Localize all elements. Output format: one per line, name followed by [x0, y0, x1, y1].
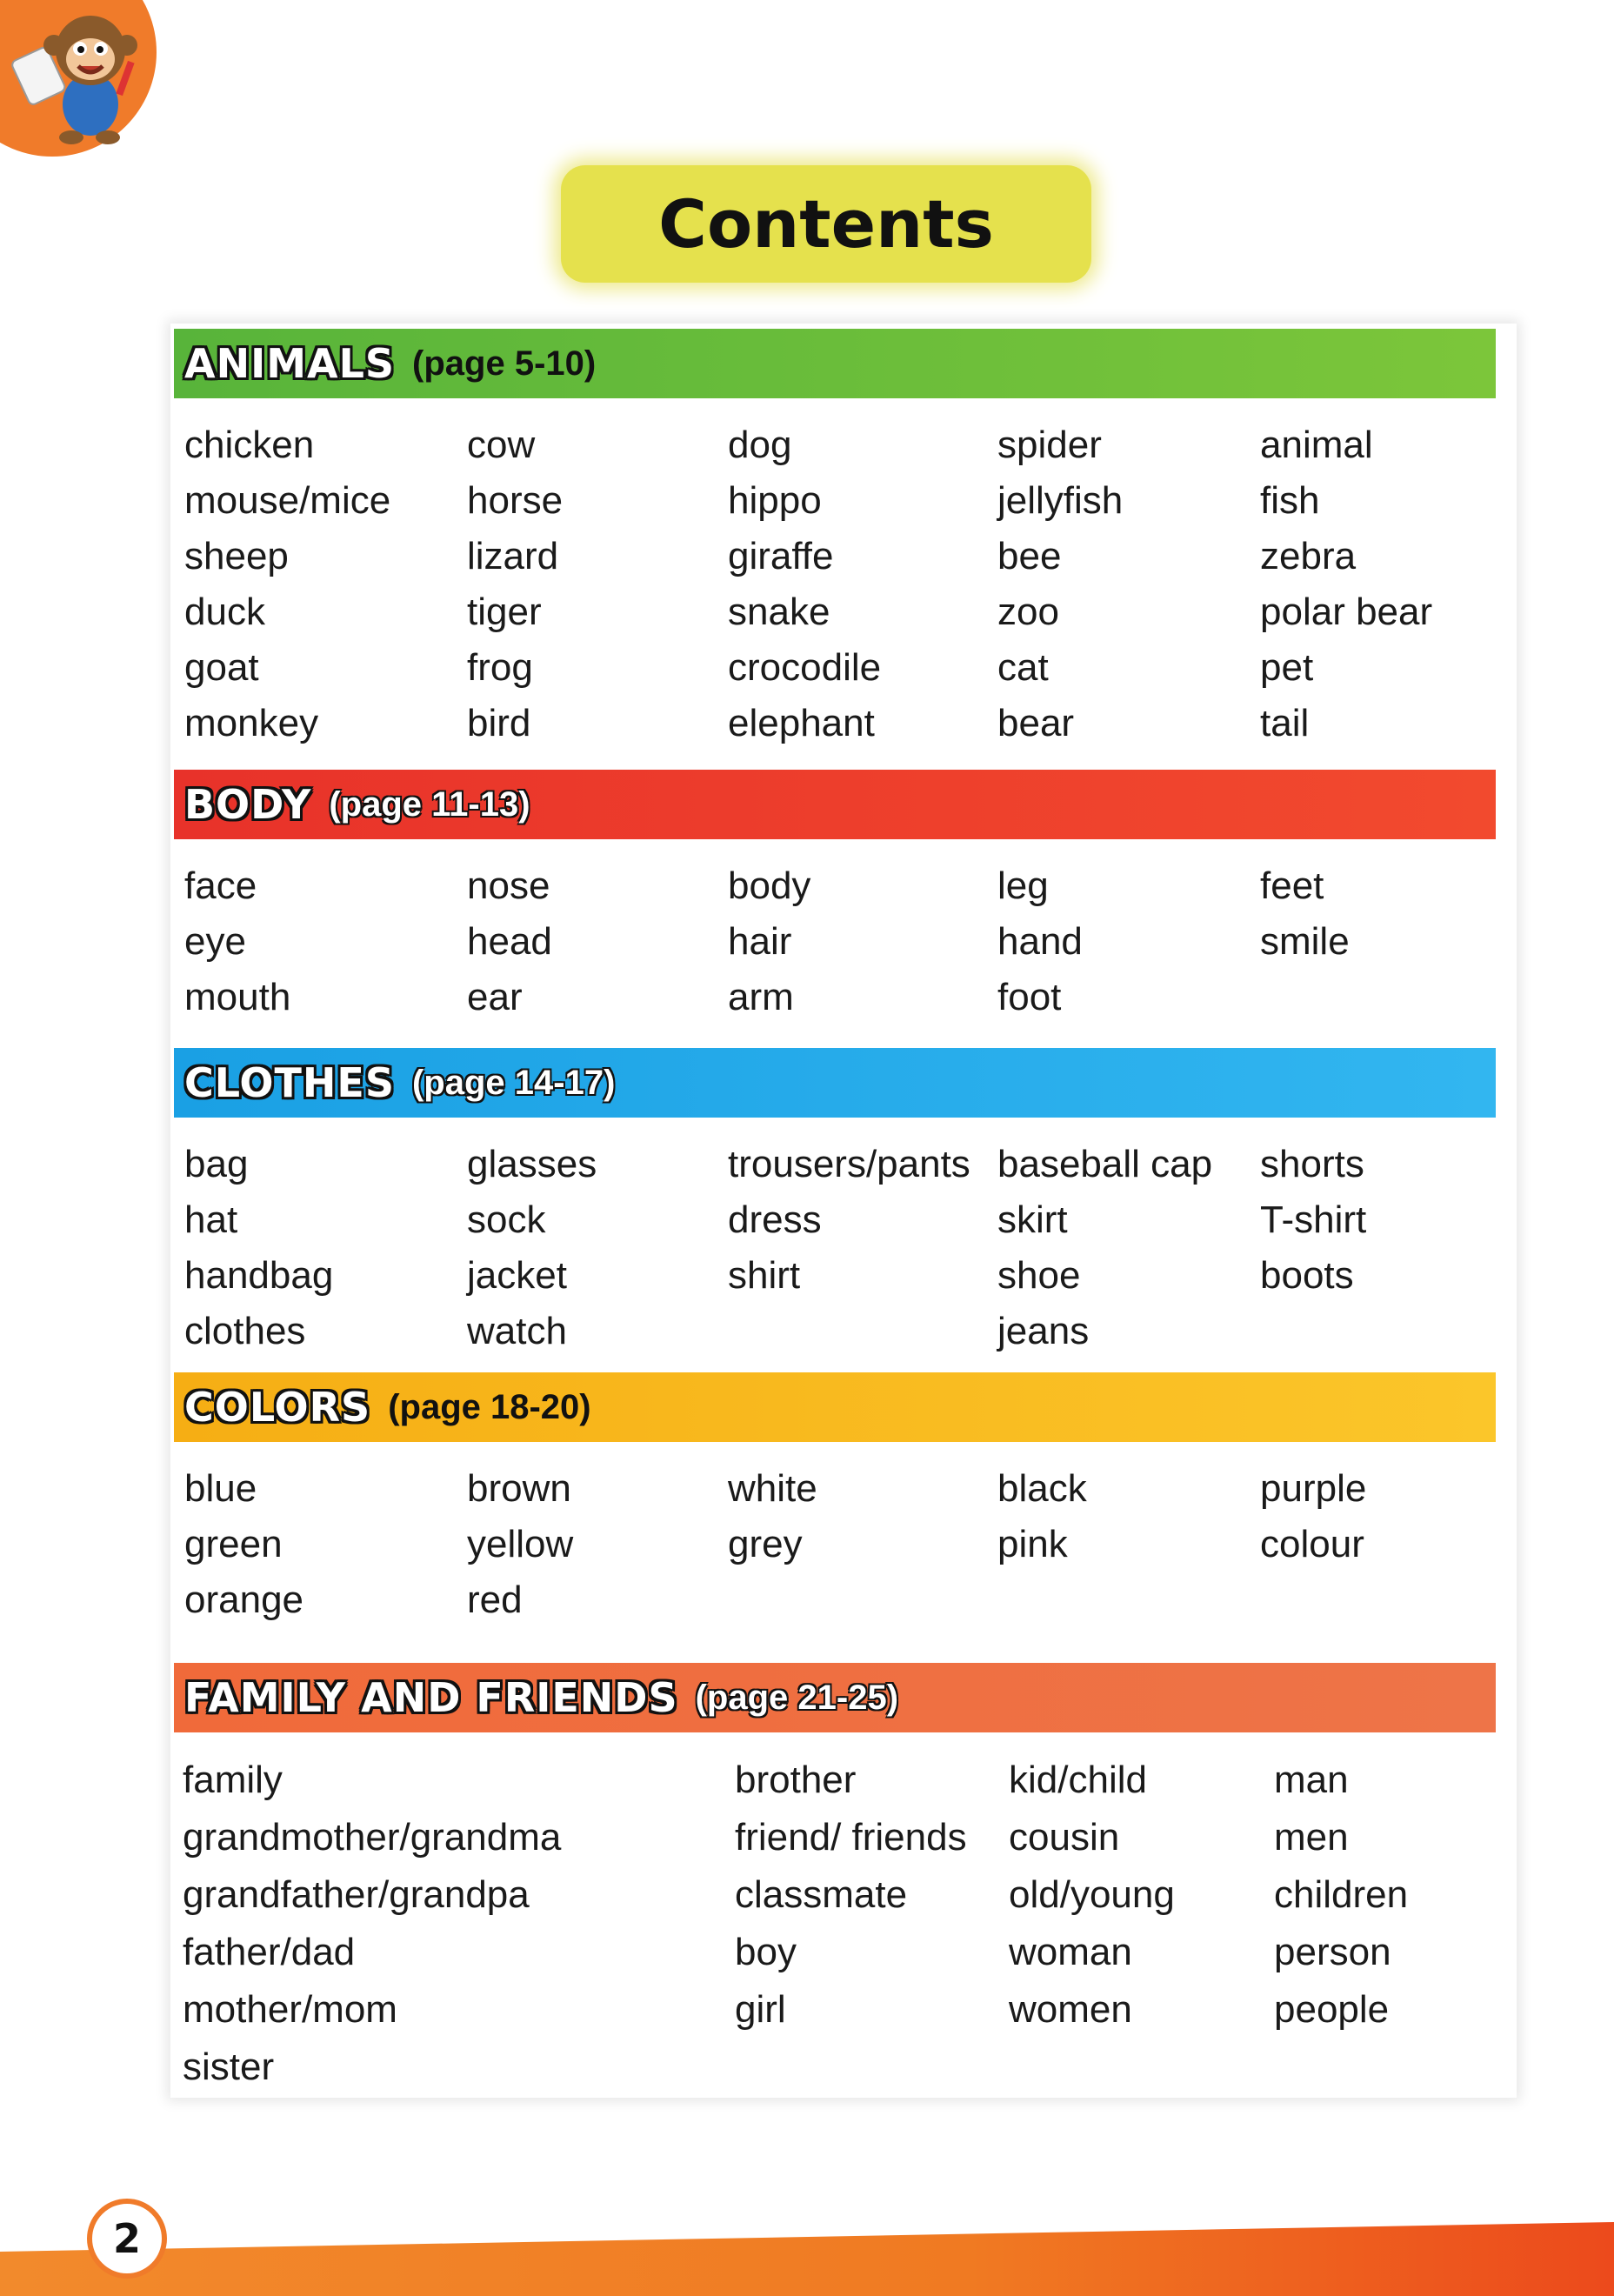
word: body [728, 864, 811, 907]
word: baseball cap [997, 1143, 1213, 1185]
word: clothes [184, 1310, 306, 1352]
word: mouse/mice [184, 479, 391, 522]
word: hand [997, 920, 1083, 963]
word: elephant [728, 702, 875, 744]
word: sheep [184, 535, 289, 577]
word-column [997, 417, 1260, 751]
word: monkey [184, 702, 319, 744]
word: shorts [1260, 1143, 1364, 1185]
word: men [1274, 1816, 1349, 1859]
word-column [728, 858, 997, 1025]
word: cat [997, 646, 1049, 689]
word: eye [184, 920, 246, 963]
word-column [728, 1461, 997, 1628]
section-band [174, 770, 1496, 839]
word: pink [997, 1523, 1068, 1565]
word-column [1260, 417, 1506, 751]
word: leg [997, 864, 1049, 907]
word: boots [1260, 1254, 1354, 1297]
word-column [467, 417, 728, 751]
word: shirt [728, 1254, 801, 1297]
word: frog [467, 646, 533, 689]
word: face [184, 864, 257, 907]
word: brown [467, 1467, 571, 1510]
word: goat [184, 646, 259, 689]
word: nose [467, 864, 550, 907]
word-column [184, 1137, 467, 1359]
word: girl [735, 1988, 786, 2031]
word: purple [1260, 1467, 1367, 1510]
section-band [174, 1663, 1496, 1732]
section-pages: (page 18-20) [388, 1387, 591, 1426]
word: grandfather/grandpa [183, 1873, 530, 1916]
word: yellow [467, 1523, 574, 1565]
word-grid [174, 1442, 1496, 1628]
word: arm [728, 976, 794, 1018]
word: women [1009, 1988, 1132, 2031]
word: grey [728, 1523, 803, 1565]
footer-bar [0, 2222, 1614, 2296]
word: orange [184, 1578, 304, 1621]
word-column [728, 417, 997, 751]
word: cousin [1009, 1816, 1120, 1859]
section-title: FAMILY AND FRIENDS [184, 1674, 678, 1721]
word-column [997, 1461, 1260, 1628]
word: bag [184, 1143, 249, 1185]
word: children [1274, 1873, 1409, 1916]
word: sister [183, 2046, 275, 2088]
word: boy [735, 1931, 797, 1973]
word: dog [728, 424, 792, 466]
word: blue [184, 1467, 257, 1510]
word: snake [728, 591, 830, 633]
section-colors [174, 1372, 1496, 1628]
word: brother [735, 1759, 857, 1801]
word: bee [997, 535, 1062, 577]
word: kid/child [1009, 1759, 1147, 1801]
section-pages: (page 14-17) [411, 1063, 616, 1102]
word: handbag [184, 1254, 334, 1297]
word: watch [467, 1310, 567, 1352]
word: spider [997, 424, 1102, 466]
word: friend/ friends [735, 1816, 967, 1859]
word: zebra [1260, 535, 1357, 577]
word: fish [1260, 479, 1320, 522]
word: colour [1260, 1523, 1364, 1565]
word: people [1274, 1988, 1390, 2031]
word: old/young [1009, 1873, 1175, 1916]
word-column [735, 1752, 1009, 2096]
section-title: BODY [184, 781, 312, 828]
word: horse [467, 479, 564, 522]
word: cow [467, 424, 536, 466]
word-column [1274, 1752, 1504, 2096]
word: head [467, 920, 552, 963]
word-column [997, 1137, 1260, 1359]
word: jacket [467, 1254, 567, 1297]
word-grid [174, 398, 1496, 751]
word: dress [728, 1198, 822, 1241]
word: black [997, 1467, 1087, 1510]
word: mouth [184, 976, 291, 1018]
word: foot [997, 976, 1062, 1018]
word: hippo [728, 479, 822, 522]
word: jellyfish [997, 479, 1124, 522]
word-column [184, 417, 467, 751]
monkey-mascot-icon [10, 0, 158, 148]
word-column [1260, 1461, 1506, 1628]
section-band [174, 329, 1496, 398]
word: glasses [467, 1143, 597, 1185]
word: father/dad [183, 1931, 356, 1973]
word: hat [184, 1198, 238, 1241]
word-column [467, 858, 728, 1025]
word: classmate [735, 1873, 908, 1916]
word: white [728, 1467, 817, 1510]
word: lizard [467, 535, 559, 577]
word-grid [174, 1118, 1496, 1359]
word: red [467, 1578, 523, 1621]
word-column [467, 1137, 728, 1359]
word: ear [467, 976, 523, 1018]
word-column [184, 1461, 467, 1628]
word: sock [467, 1198, 546, 1241]
section-body [174, 770, 1496, 1025]
word: shoe [997, 1254, 1081, 1297]
section-clothes [174, 1048, 1496, 1359]
word-grid [174, 1732, 1496, 2096]
word-column [1009, 1752, 1274, 2096]
word-grid [174, 839, 1496, 1025]
section-title: CLOTHES [184, 1059, 395, 1106]
word: T-shirt [1260, 1198, 1367, 1241]
page-number-badge [87, 2199, 167, 2279]
section-band [174, 1372, 1496, 1442]
word: zoo [997, 591, 1059, 633]
word: chicken [184, 424, 315, 466]
word: giraffe [728, 535, 834, 577]
word: person [1274, 1931, 1391, 1973]
word: tail [1260, 702, 1310, 744]
word: bird [467, 702, 531, 744]
word: jeans [997, 1310, 1090, 1352]
word-column [184, 858, 467, 1025]
page-title: Contents [658, 185, 994, 263]
section-pages: (page 5-10) [412, 344, 597, 383]
section-pages: (page 21-25) [695, 1678, 899, 1717]
word-column [728, 1137, 997, 1359]
word: grandmother/grandma [183, 1816, 562, 1859]
word: trousers/pants [728, 1143, 970, 1185]
word: hair [728, 920, 792, 963]
title-banner [561, 165, 1091, 283]
word: skirt [997, 1198, 1068, 1241]
word: mother/mom [183, 1988, 397, 2031]
word-column [1260, 858, 1506, 1025]
word: man [1274, 1759, 1349, 1801]
word: bear [997, 702, 1075, 744]
word: woman [1009, 1931, 1132, 1973]
word: polar bear [1260, 591, 1433, 633]
section-band [174, 1048, 1496, 1118]
word: feet [1260, 864, 1324, 907]
section-family-and-friends [174, 1663, 1496, 2096]
word: smile [1260, 920, 1350, 963]
word: crocodile [728, 646, 882, 689]
word-column [183, 1752, 735, 2096]
word-column [1260, 1137, 1506, 1359]
word: tiger [467, 591, 542, 633]
section-animals [174, 329, 1496, 751]
word: animal [1260, 424, 1373, 466]
section-pages: (page 11-13) [329, 784, 530, 824]
word: pet [1260, 646, 1314, 689]
word: family [183, 1759, 283, 1801]
word-column [467, 1461, 728, 1628]
page-number: 2 [112, 2215, 141, 2262]
section-title: ANIMALS [184, 340, 396, 387]
word: duck [184, 591, 265, 633]
word-column [997, 858, 1260, 1025]
section-title: COLORS [184, 1384, 371, 1431]
word: green [184, 1523, 283, 1565]
